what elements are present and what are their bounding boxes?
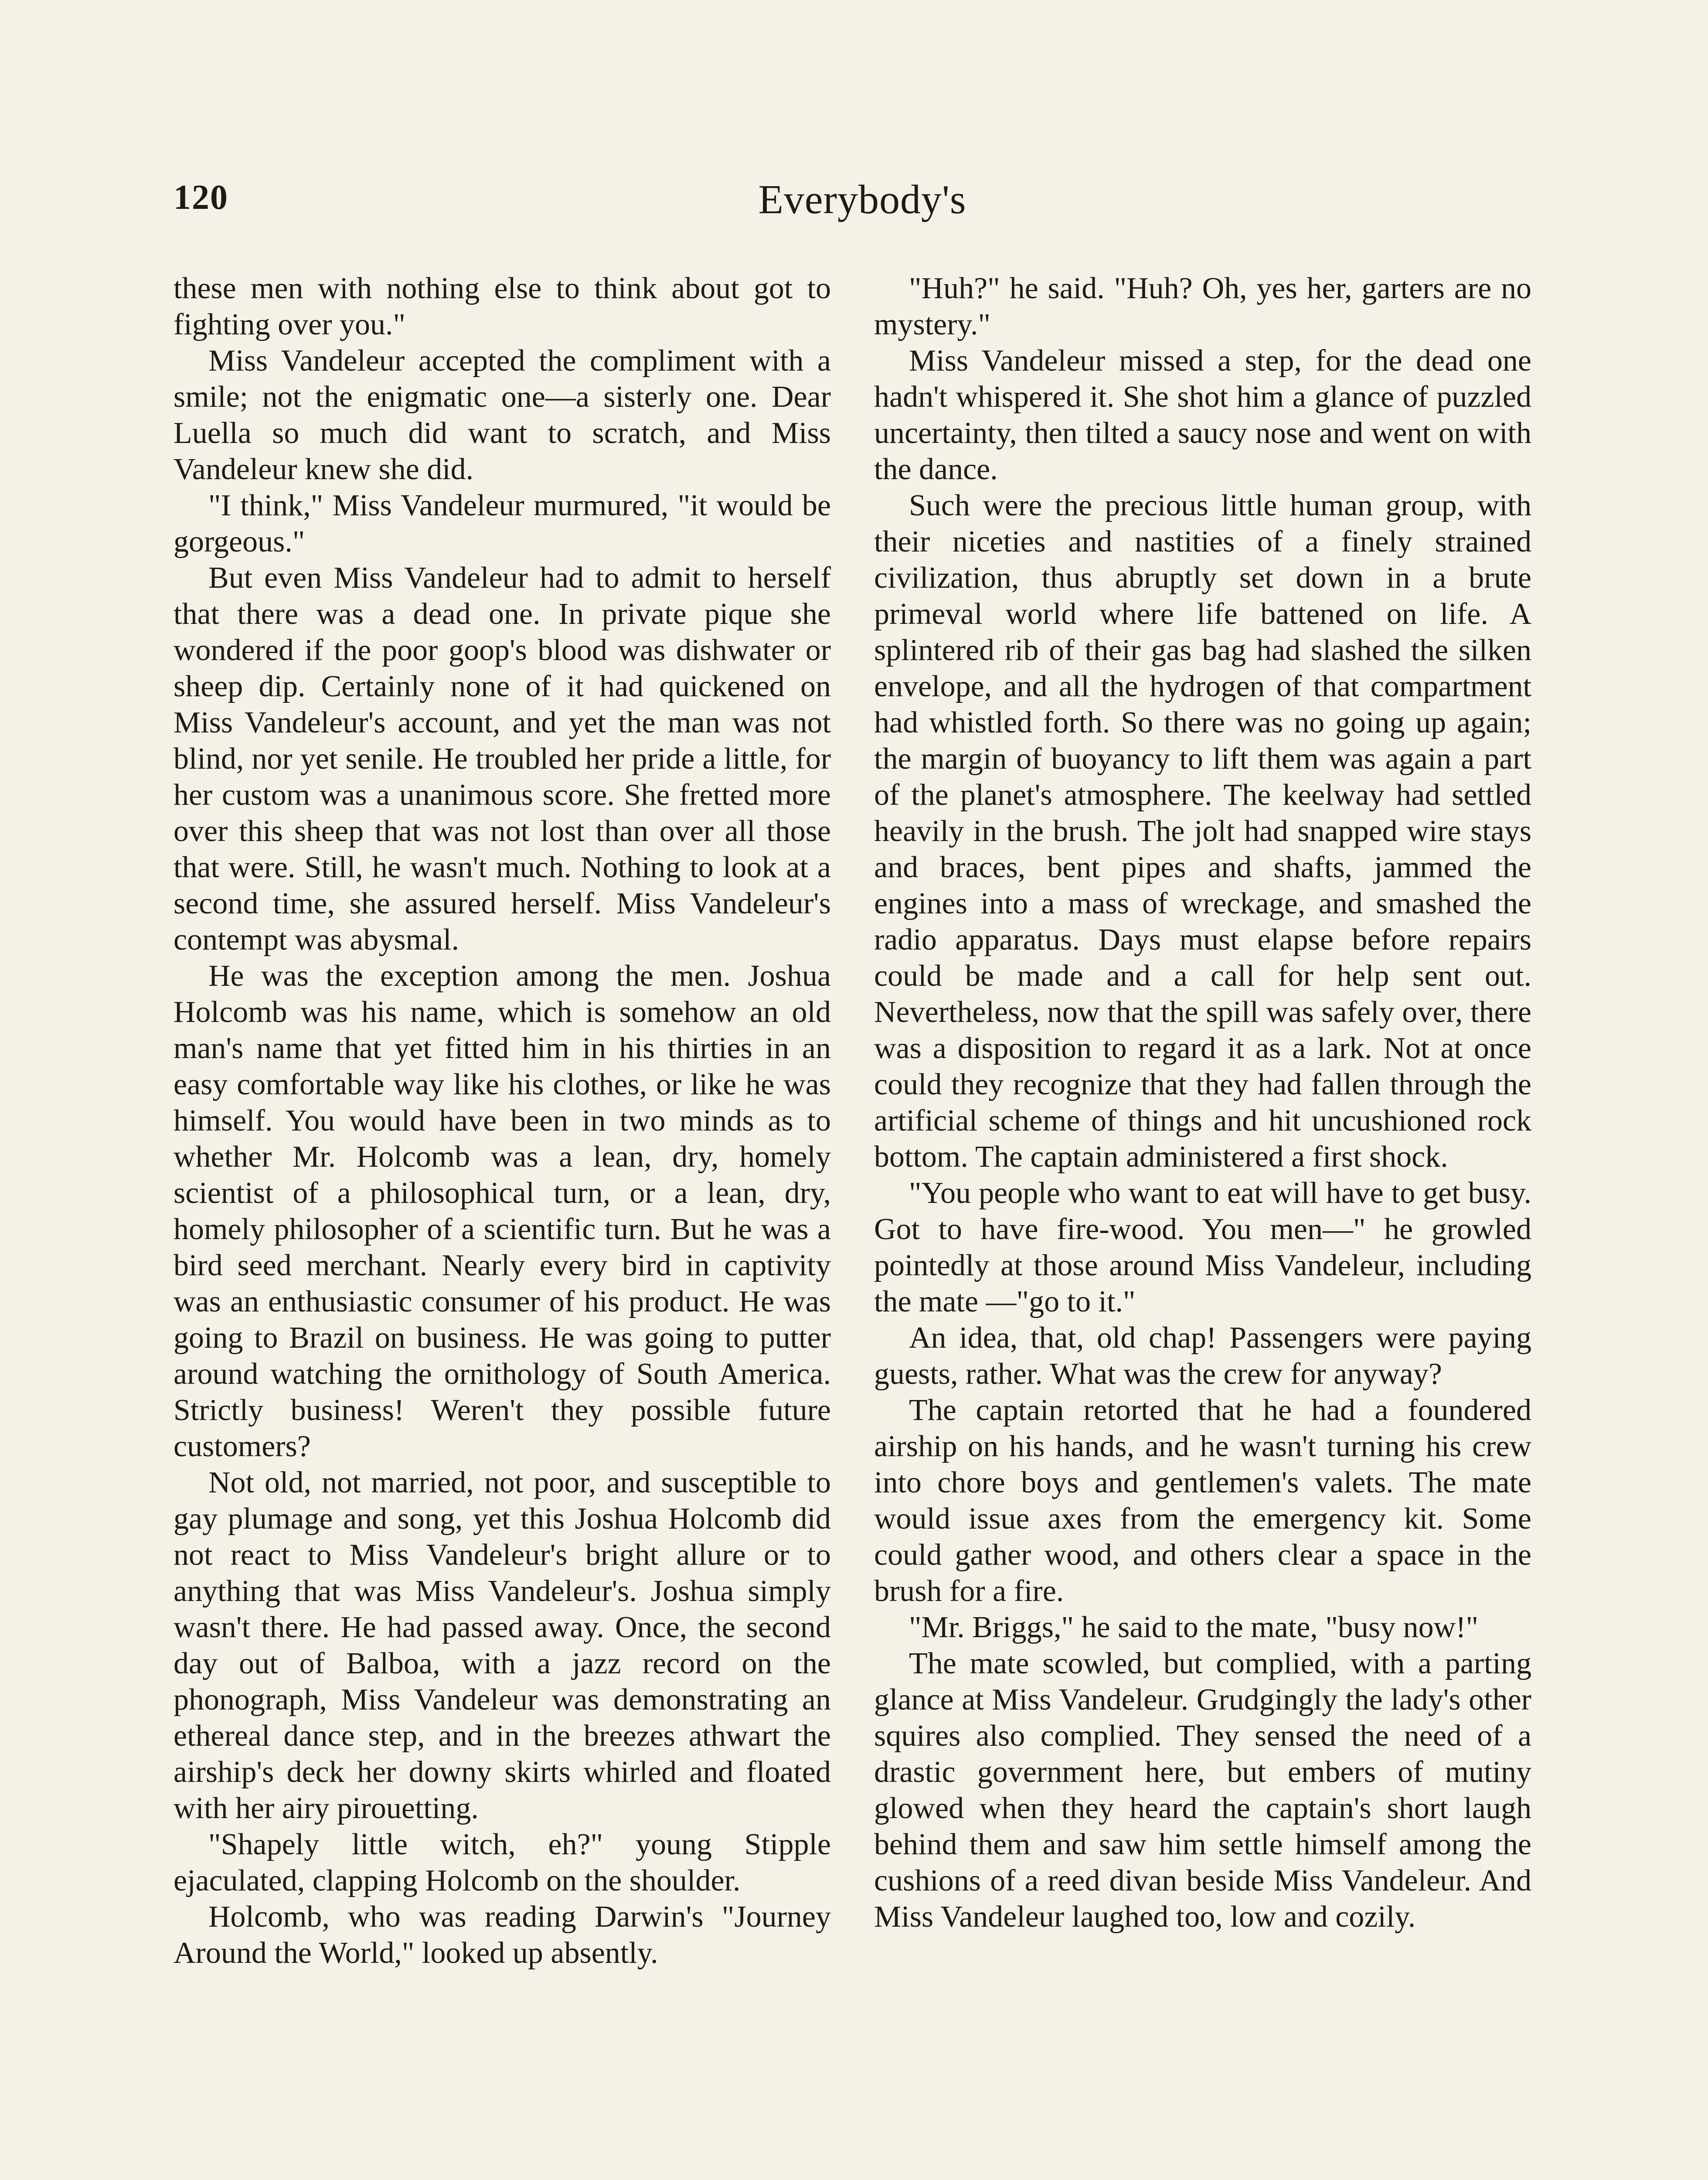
paragraph: "Huh?" he said. "Huh? Oh, yes her, garters are no mystery." (874, 272, 1531, 341)
paragraph: these men with nothing else to think about got to fighting over you." (174, 272, 831, 341)
paragraph: The captain retorted that he had a foundered airship on his hands, and he wasn't turning his crew into chore boys and gentlemen's valets. The mate would issue axes from the emergency kit. Some could gather wood, and others clear a space in the brush for a fire. (874, 1393, 1531, 1608)
paragraph: An idea, that, old chap! Passengers were paying guests, rather. What was the crew for anyway? (874, 1321, 1531, 1391)
paragraph: Not old, not married, not poor, and susceptible to gay plumage and song, yet this Joshua Holcomb did not react to Miss Vandeleur's bright allure or to anything that was Miss Vandeleur's. Joshua simply wasn't there. He had passed away. Once, the second day out of Balboa, with a jazz record on the phonograph, Miss Vandeleur was demonstrating an ethereal dance step, and in the breezes athwart the airship's deck her downy skirts whirled and floated with her airy pirouetting. (174, 1466, 831, 1825)
paragraph: "Shapely little witch, eh?" young Stipple ejaculated, clapping Holcomb on the shoulder. (174, 1828, 831, 1897)
paragraph: "Mr. Briggs," he said to the mate, "busy now!" (909, 1611, 1479, 1644)
paragraph: The mate scowled, but complied, with a parting glance at Miss Vandeleur. Grudgingly the lady's other squires also complied. They sensed the need of a drastic government here, but embers of mutiny glowed when they heard the captain's short laugh behind them and saw him settle himself among the cushions of a reed divan beside Miss Vandeleur. And Miss Vandeleur laughed too, low and cozily. (874, 1647, 1531, 1934)
left-column (174, 270, 831, 2180)
paragraph: "You people who want to eat will have to get busy. Got to have fire-wood. You men—" he growled pointedly at those around Miss Vandeleur, including the mate —"go to it." (874, 1176, 1531, 1318)
paragraph: "I think," Miss Vandeleur murmured, "it would be gorgeous." (174, 489, 831, 559)
running-head (174, 178, 1551, 239)
page-number: 120 (174, 178, 228, 217)
paragraph: Miss Vandeleur accepted the compliment with a smile; not the enigmatic one—a sisterly one. Dear Luella so much did want to scratch, and Miss Vandeleur knew she did. (174, 344, 831, 486)
paragraph: Such were the precious little human group, with their niceties and nastities of a finely strained civilization, thus abruptly set down in a brute primeval world where life battened on life. A splintered rib of their gas bag had slashed the silken envelope, and all the hydrogen of that compartment had whistled forth. So there was no going up again; the margin of buoyancy to lift them was again a part of the planet's atmosphere. The keelway had settled heavily in the brush. The jolt had snapped wire stays and braces, bent pipes and shafts, jammed the engines into a mass of wreckage, and smashed the radio apparatus. Days must elapse before repairs could be made and a call for help sent out. Nevertheless, now that the spill was safely over, there was a disposition to regard it as a lark. Not at once could they recognize that they had fallen through the artificial scheme of things and hit uncushioned rock bottom. The captain administered a first shock. (874, 489, 1531, 1174)
right-column (874, 270, 1531, 2180)
paragraph: Miss Vandeleur missed a step, for the dead one hadn't whispered it. She shot him a glance of puzzled uncertainty, then tilted a saucy nose and went on with the dance. (874, 344, 1531, 486)
magazine-title: Everybody's (758, 177, 966, 222)
paragraph: But even Miss Vandeleur had to admit to herself that there was a dead one. In private pique she wondered if the poor goop's blood was dishwater or sheep dip. Certainly none of it had quickened on Miss Vandeleur's account, and yet the man was not blind, nor yet senile. He troubled her pride a little, for her custom was a unanimous score. She fretted more over this sheep that was not lost than over all those that were. Still, he wasn't much. Nothing to look at a second time, she assured herself. Miss Vandeleur's contempt was abysmal. (174, 561, 831, 957)
paragraph: Holcomb, who was reading Darwin's "Journey Around the World," looked up absently. (174, 1900, 831, 1970)
paragraph: He was the exception among the men. Joshua Holcomb was his name, which is somehow an old man's name that yet fitted him in his thirties in an easy comfortable way like his clothes, or like he was himself. You would have been in two minds as to whether Mr. Holcomb was a lean, dry, homely scientist of a philosophical turn, or a lean, dry, homely philosopher of a scientific turn. But he was a bird seed merchant. Nearly every bird in captivity was an enthusiastic consumer of his product. He was going to Brazil on business. He was going to putter around watching the ornithology of South America. Strictly business! Weren't they possible future customers? (174, 959, 831, 1463)
